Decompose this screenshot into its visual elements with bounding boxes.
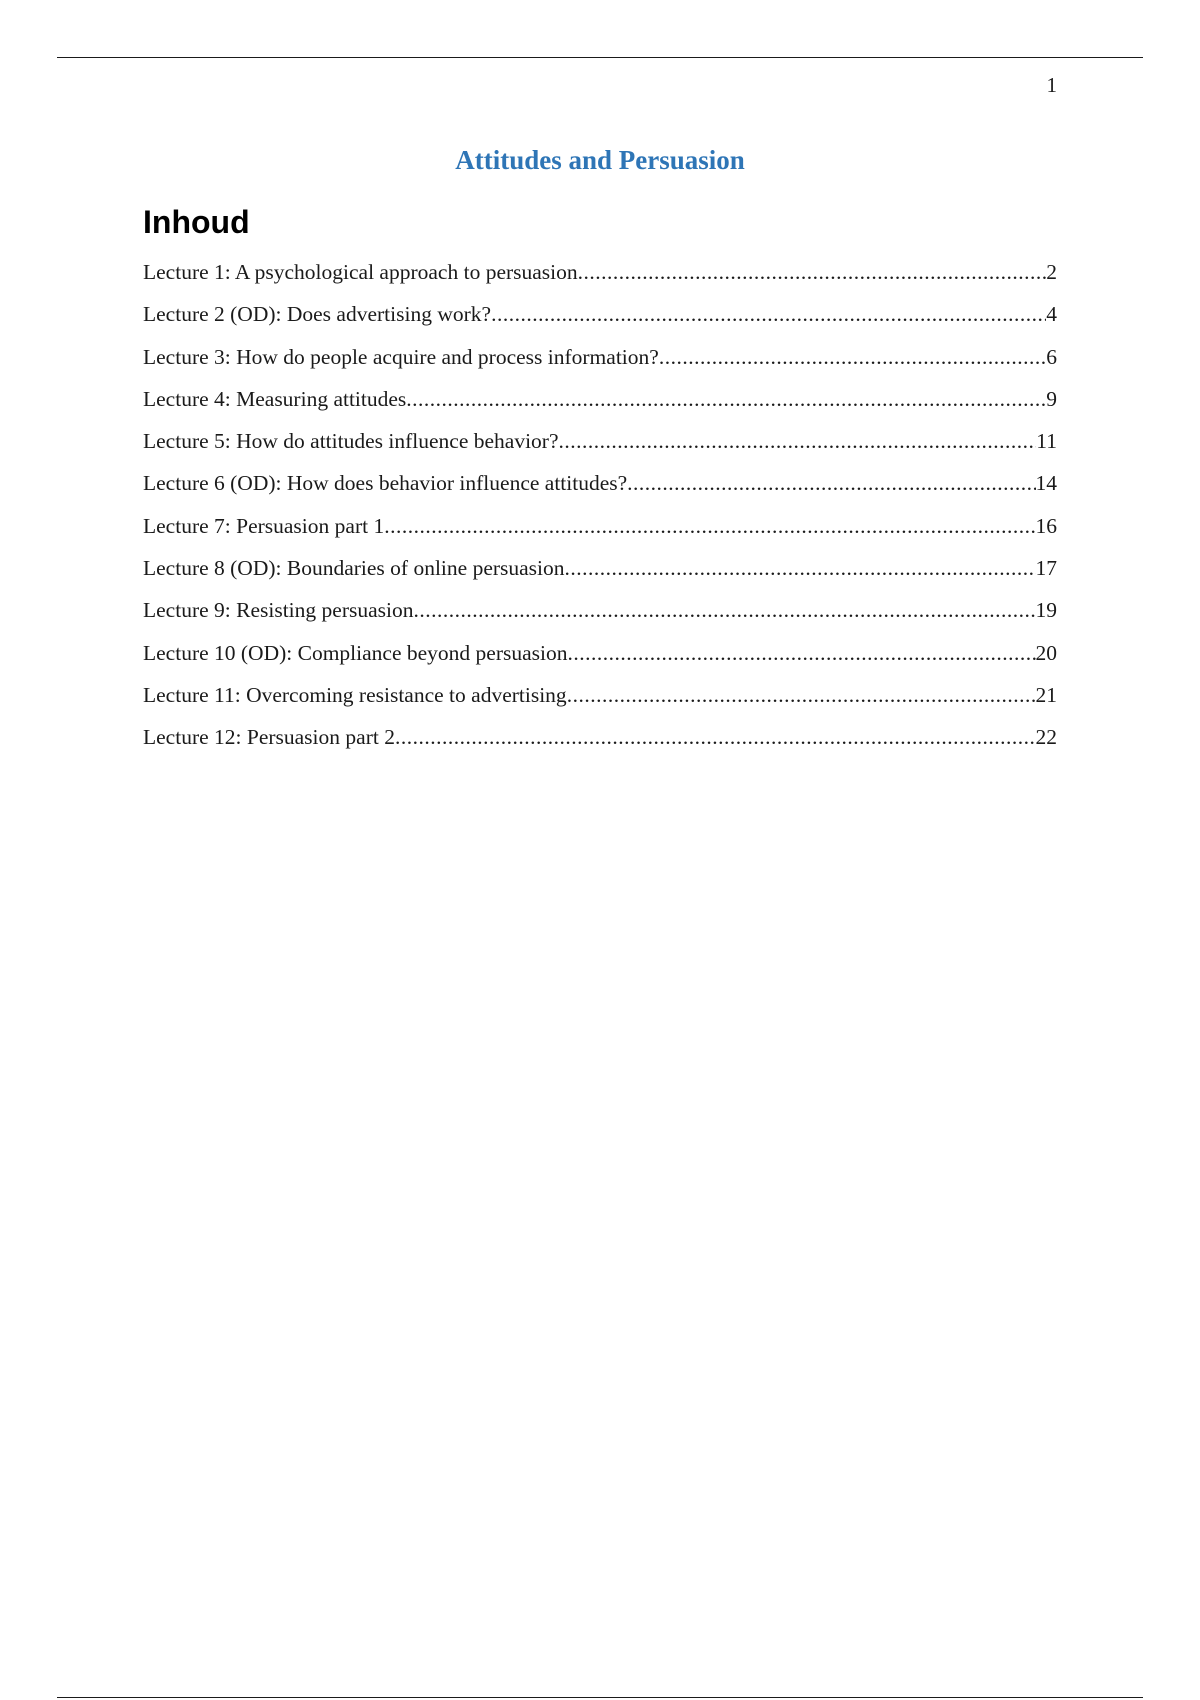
toc-dot-leader — [406, 384, 1046, 414]
toc-entry-lecture-9[interactable] — [143, 595, 1057, 637]
toc-entry-page: 16 — [1035, 513, 1057, 538]
toc-dot-leader — [568, 638, 1036, 668]
toc-entry-title: Lecture 11: Overcoming resistance to advertising — [143, 682, 567, 707]
toc-entry-lecture-3[interactable] — [143, 342, 1057, 384]
toc-entry-title: Lecture 10 (OD): Compliance beyond persuasion — [143, 640, 568, 665]
toc-entry-lecture-12[interactable] — [143, 722, 1057, 764]
toc-dot-leader — [627, 468, 1035, 498]
toc-entry-page: 6 — [1046, 344, 1057, 369]
toc-entry-page: 4 — [1046, 302, 1057, 327]
toc-entry-title: Lecture 5: How do attitudes influence behavior? — [143, 429, 559, 454]
table-of-contents — [143, 257, 1057, 765]
toc-entry-lecture-7[interactable] — [143, 511, 1057, 553]
toc-dot-leader — [395, 722, 1036, 752]
document-title: Attitudes and Persuasion — [455, 145, 745, 175]
header-rule — [57, 57, 1143, 58]
toc-entry-page: 11 — [1036, 429, 1057, 454]
toc-heading: Inhoud — [143, 204, 250, 240]
toc-entry-lecture-1[interactable] — [143, 257, 1057, 299]
toc-dot-leader — [578, 257, 1047, 287]
toc-entry-title: Lecture 1: A psychological approach to persuasion — [143, 260, 578, 284]
toc-entry-page: 19 — [1035, 598, 1057, 623]
toc-dot-leader — [659, 342, 1046, 372]
toc-dot-leader — [413, 595, 1035, 625]
toc-entry-page: 17 — [1035, 556, 1057, 581]
page-number: 1 — [1046, 73, 1057, 97]
toc-entry-lecture-6[interactable] — [143, 468, 1057, 510]
toc-entry-title: Lecture 6 (OD): How does behavior influence attitudes? — [143, 471, 628, 496]
toc-entry-lecture-8[interactable] — [143, 553, 1057, 595]
toc-entry-page: 20 — [1035, 640, 1057, 665]
toc-dot-leader — [559, 426, 1037, 456]
toc-dot-leader — [491, 299, 1046, 329]
toc-entry-lecture-5[interactable] — [143, 426, 1057, 468]
toc-entry-page: 14 — [1035, 471, 1057, 496]
toc-dot-leader — [384, 511, 1035, 541]
toc-entry-title: Lecture 4: Measuring attitudes — [143, 386, 407, 411]
toc-entry-title: Lecture 12: Persuasion part 2 — [143, 725, 395, 750]
toc-dot-leader — [565, 553, 1036, 583]
toc-entry-lecture-2[interactable] — [143, 299, 1057, 341]
toc-entry-title: Lecture 8 (OD): Boundaries of online persuasion — [143, 556, 565, 581]
toc-entry-page: 9 — [1046, 386, 1057, 411]
toc-entry-lecture-11[interactable] — [143, 680, 1057, 722]
toc-entry-title: Lecture 3: How do people acquire and process information? — [143, 344, 659, 369]
toc-entry-lecture-10[interactable] — [143, 638, 1057, 680]
footer-rule — [57, 1697, 1143, 1698]
toc-entry-title: Lecture 7: Persuasion part 1 — [143, 513, 385, 538]
toc-entry-title: Lecture 2 (OD): Does advertising work? — [143, 302, 492, 327]
toc-entry-lecture-4[interactable] — [143, 384, 1057, 426]
toc-entry-page: 21 — [1035, 682, 1057, 707]
toc-entry-page: 2 — [1046, 260, 1057, 284]
toc-dot-leader — [567, 680, 1036, 710]
toc-entry-page: 22 — [1035, 725, 1057, 750]
toc-entry-title: Lecture 9: Resisting persuasion — [143, 598, 414, 623]
